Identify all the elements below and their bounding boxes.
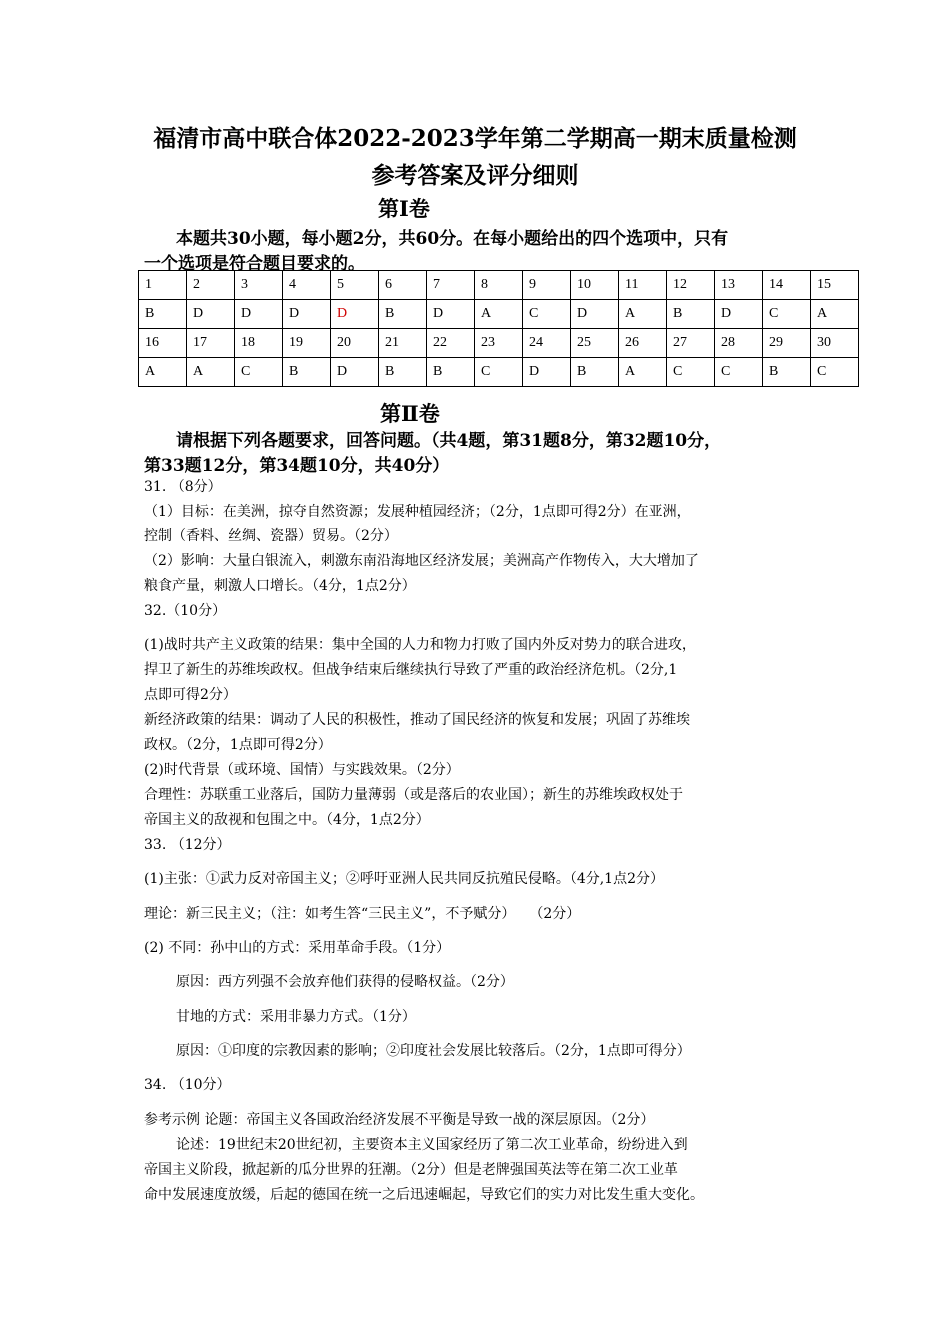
answer-line: 命中发展速度放缓，后起的德国在统一之后迅速崛起，导致它们的实力对比发生重大变化。 xyxy=(144,1187,704,1203)
question-number-cell: 19 xyxy=(283,329,331,358)
answer-line: 原因：西方列强不会放弃他们获得的侵略权益。（2分） xyxy=(176,974,514,990)
answer-cell: A xyxy=(811,300,859,329)
answer-line: 新经济政策的结果：调动了人民的积极性，推动了国民经济的恢复和发展；巩固了苏维埃 xyxy=(144,712,690,728)
question-number-cell: 17 xyxy=(187,329,235,358)
answer-cell: A xyxy=(475,300,523,329)
question-number-cell: 30 xyxy=(811,329,859,358)
answer-line: 参考示例 论题：帝国主义各国政治经济发展不平衡是导致一战的深层原因。（2分） xyxy=(144,1112,655,1128)
answer-line: 帝国主义的敌视和包围之中。（4分，1点2分） xyxy=(144,812,430,828)
question-number-row xyxy=(139,271,859,300)
answer-line: 帝国主义阶段，掀起新的瓜分世界的狂潮。（2分）但是老牌强国英法等在第二次工业革 xyxy=(144,1162,678,1178)
answer-cell: C xyxy=(523,300,571,329)
question-number-cell: 27 xyxy=(667,329,715,358)
answer-cell: D xyxy=(523,358,571,387)
answer-line: (2) 不同：孙中山的方式：采用革命手段。（1分） xyxy=(144,940,451,956)
question-number-cell: 25 xyxy=(571,329,619,358)
question-number-cell: 14 xyxy=(763,271,811,300)
question-number-cell: 7 xyxy=(427,271,475,300)
q32-heading: 32.（10分） xyxy=(144,603,227,619)
question-number-cell: 13 xyxy=(715,271,763,300)
answer-line: 政权。（2分，1点即可得2分） xyxy=(144,737,332,753)
answer-line: 理论：新三民主义；（注：如考生答“三民主义”，不予赋分） （2分） xyxy=(144,906,581,922)
answer-line: (1)战时共产主义政策的结果：集中全国的人力和物力打败了国内外反对势力的联合进攻， xyxy=(144,637,696,653)
answer-cell: D xyxy=(331,358,379,387)
part1-instruction-l1: 本题共30小题，每小题2分，共60分。在每小题给出的四个选项中，只有 xyxy=(176,229,729,249)
answer-cell: D xyxy=(427,300,475,329)
answer-line: 论述：19世纪末20世纪初，主要资本主义国家经历了第二次工业革命，纷纷进入到 xyxy=(176,1137,688,1153)
answer-cell: B xyxy=(427,358,475,387)
part2-instruction-l1: 请根据下列各题要求，回答问题。（共4题，第31题8分，第32题10分， xyxy=(176,431,722,451)
question-number-cell: 2 xyxy=(187,271,235,300)
question-number-cell: 5 xyxy=(331,271,379,300)
question-number-cell: 6 xyxy=(379,271,427,300)
answer-line: 点即可得2分） xyxy=(144,687,237,703)
answer-line: 捍卫了新生的苏维埃政权。但战争结束后继续执行导致了严重的政治经济危机。（2分,1 xyxy=(144,662,678,678)
answer-cell: D xyxy=(331,300,379,329)
answer-key-row xyxy=(139,358,859,387)
part2-instruction-l2: 第33题12分，第34题10分，共40分） xyxy=(144,456,450,476)
answer-cell: B xyxy=(379,358,427,387)
doc-title-line2: 参考答案及评分细则 xyxy=(371,162,579,189)
question-number-cell: 18 xyxy=(235,329,283,358)
answer-cell: A xyxy=(139,358,187,387)
answer-cell: B xyxy=(667,300,715,329)
part1-instruction-l2: 一个选项是符合题目要求的。 xyxy=(144,254,365,274)
question-number-cell: 12 xyxy=(667,271,715,300)
answer-line: 原因：①印度的宗教因素的影响；②印度社会发展比较落后。（2分，1点即可得分） xyxy=(176,1043,691,1059)
answer-table xyxy=(138,270,859,387)
answer-cell: D xyxy=(715,300,763,329)
question-number-cell: 16 xyxy=(139,329,187,358)
answer-line: (1)主张：①武力反对帝国主义；②呼吁亚洲人民共同反抗殖民侵略。（4分,1点2分） xyxy=(144,871,665,887)
answer-cell: D xyxy=(235,300,283,329)
question-number-cell: 1 xyxy=(139,271,187,300)
question-number-cell: 24 xyxy=(523,329,571,358)
doc-title-line1: 福清市高中联合体2022-2023学年第二学期高一期末质量检测 xyxy=(153,125,797,152)
answer-cell: D xyxy=(571,300,619,329)
question-number-cell: 8 xyxy=(475,271,523,300)
answer-cell: D xyxy=(283,300,331,329)
question-number-cell: 3 xyxy=(235,271,283,300)
question-number-cell: 20 xyxy=(331,329,379,358)
question-number-cell: 23 xyxy=(475,329,523,358)
answer-line: （1）目标：在美洲，掠夺自然资源；发展种植园经济；（2分，1点即可得2分）在亚洲， xyxy=(144,504,691,520)
question-number-cell: 11 xyxy=(619,271,667,300)
q34-heading: 34. （10分） xyxy=(144,1077,231,1093)
part1-heading: 第Ⅰ卷 xyxy=(378,196,430,221)
question-number-cell: 9 xyxy=(523,271,571,300)
answer-line: 粮食产量，刺激人口增长。（4分，1点2分） xyxy=(144,578,416,594)
q33-heading: 33. （12分） xyxy=(144,837,231,853)
answer-cell: C xyxy=(763,300,811,329)
answer-cell: C xyxy=(475,358,523,387)
answer-line: 合理性：苏联重工业落后，国防力量薄弱（或是落后的农业国）；新生的苏维埃政权处于 xyxy=(144,787,683,803)
answer-key-row xyxy=(139,300,859,329)
answer-line: 甘地的方式：采用非暴力方式。（1分） xyxy=(176,1009,416,1025)
question-number-cell: 4 xyxy=(283,271,331,300)
answer-cell: D xyxy=(187,300,235,329)
answer-cell: C xyxy=(667,358,715,387)
answer-line: (2)时代背景（或环境、国情）与实践效果。（2分） xyxy=(144,762,460,778)
q31-heading: 31. （8分） xyxy=(144,479,222,495)
answer-cell: C xyxy=(235,358,283,387)
question-number-cell: 26 xyxy=(619,329,667,358)
question-number-cell: 21 xyxy=(379,329,427,358)
answer-cell: B xyxy=(379,300,427,329)
answer-cell: B xyxy=(139,300,187,329)
answer-line: 控制（香料、丝绸、瓷器）贸易。（2分） xyxy=(144,528,398,544)
answer-cell: C xyxy=(715,358,763,387)
answer-cell: B xyxy=(763,358,811,387)
answer-cell: C xyxy=(811,358,859,387)
answer-cell: A xyxy=(619,358,667,387)
answer-cell: A xyxy=(187,358,235,387)
question-number-cell: 28 xyxy=(715,329,763,358)
question-number-cell: 29 xyxy=(763,329,811,358)
answer-cell: B xyxy=(571,358,619,387)
question-number-cell: 10 xyxy=(571,271,619,300)
question-number-cell: 22 xyxy=(427,329,475,358)
answer-cell: A xyxy=(619,300,667,329)
answer-cell: B xyxy=(283,358,331,387)
answer-line: （2）影响：大量白银流入，刺激东南沿海地区经济发展；美洲高产作物传入，大大增加了 xyxy=(144,553,699,569)
part2-heading: 第Ⅱ卷 xyxy=(380,401,440,426)
question-number-row xyxy=(139,329,859,358)
question-number-cell: 15 xyxy=(811,271,859,300)
